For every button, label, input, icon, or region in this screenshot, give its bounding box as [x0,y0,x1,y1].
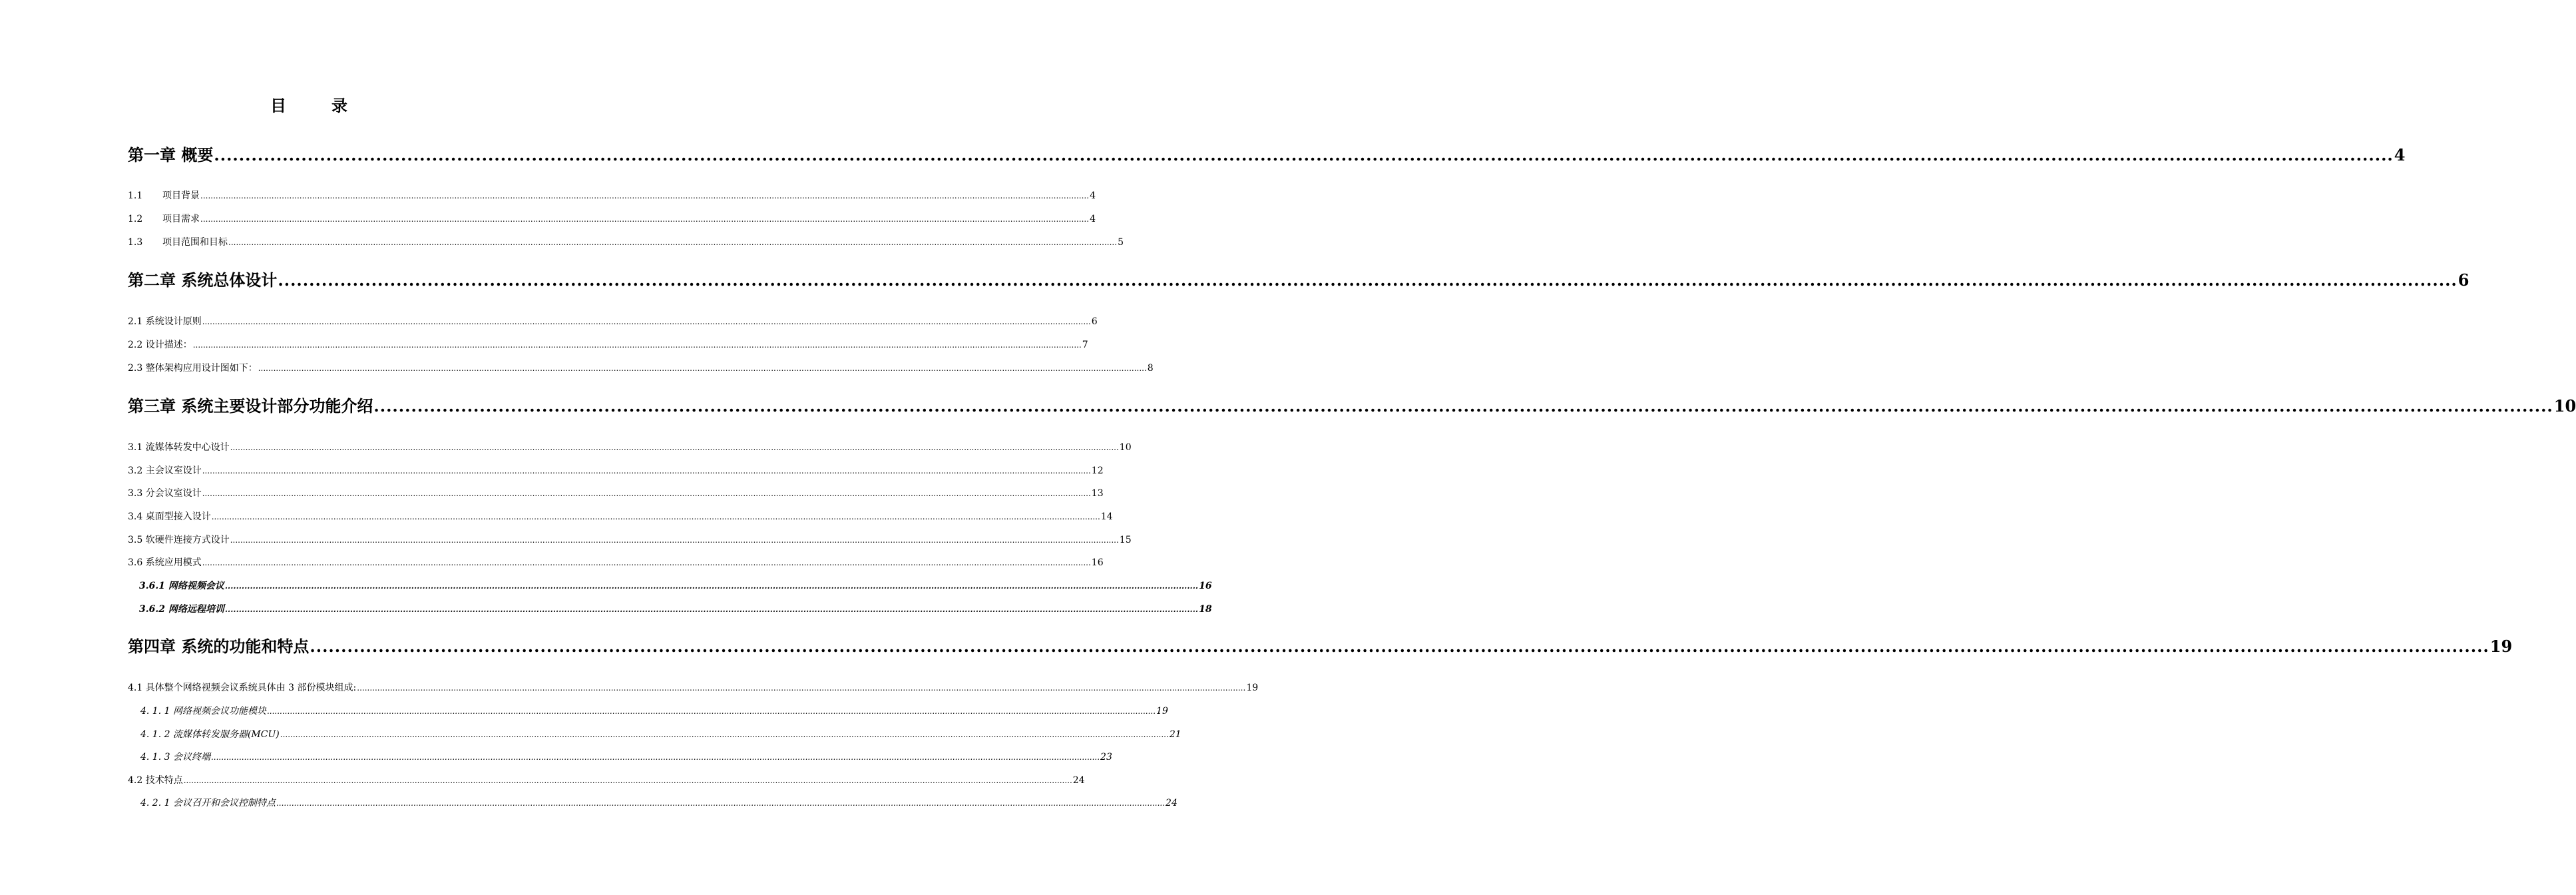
toc-label: 3.5 软硬件连接方式设计 [128,535,230,545]
toc-entry-3-6-2[interactable] [139,603,1212,616]
toc-leader: .............................................................................................................................................................................................................................................................................................................................................................. [210,752,1100,762]
toc-leader: .............................................................................................................................................................................................................................................................................................................................................................. [230,535,1119,545]
toc-page-number: 4 [1090,190,1096,201]
toc-page-number: 10 [1119,442,1132,453]
toc-page-number: 16 [1091,557,1104,568]
toc-label: 2.1 系统设计原则 [128,316,202,327]
toc-label: 4. 2. 1 会议召开和会议控制特点 [140,798,276,808]
toc-page-number: 7 [1082,340,1088,350]
toc-entry-3-6[interactable] [128,556,1104,569]
toc-entry-3-1[interactable] [128,441,1132,454]
toc-page-number: 10 [2553,396,2576,416]
toc-label: 项目背景 [162,190,200,201]
toc-label: 4. 1. 3 会议终端 [140,752,210,762]
toc-label: 第三章 系统主要设计部分功能介绍 [128,396,373,416]
toc-entry-4-2[interactable] [128,774,1085,787]
toc-label: 3.4 桌面型接入设计 [128,511,211,522]
toc-label: 3.1 流媒体转发中心设计 [128,442,230,453]
toc-page-number: 23 [1100,752,1112,762]
toc-label: 第一章 概要 [128,145,214,164]
toc-leader: .............................................................................................................................................................................................................................................................................................................................................................. [200,214,1090,224]
toc-entry-3-5[interactable] [128,533,1132,547]
toc-page-number: 19 [1156,706,1168,717]
toc-leader: .............................................................................................................................................................................................................................................................................................................................................................. [202,558,1091,567]
toc-page-number: 5 [1118,237,1124,248]
toc-section-number: 1.1 [128,190,143,201]
toc-entry-4-1[interactable] [128,681,1259,695]
toc-title: 目 录 [270,96,362,115]
toc-leader: .............................................................................................................................................................................................................................................................................................................................................................. [258,364,1147,373]
toc-chapter-2[interactable] [128,270,2469,291]
toc-leader: .............................................................................................................................................................................................................................................................................................................................................................. [211,512,1100,521]
toc-leader: .............................................................................................................................................................................................................................................................................................................................................................. [202,317,1091,326]
toc-leader: .............................................................................................................................................................................................................................................................................................................................................................. [183,776,1072,785]
toc-leader: .............................................................................................................................................................................................................................................................................................................................................................. [357,683,1246,693]
toc-page-number: 16 [1199,581,1212,591]
toc-leader: .............................................................................................................................................................................................................................................................................................................................................................. [228,238,1118,247]
toc-entry-1-2[interactable] [128,212,1096,226]
toc-label: 第四章 系统的功能和特点 [128,637,310,656]
toc-entry-1-1[interactable] [128,189,1096,202]
toc-page-number: 15 [1119,535,1132,545]
toc-leader: .............................................................................................................................................................................................................................................................................................................................................................. [202,489,1091,498]
toc-label: 项目需求 [162,214,200,224]
toc-entry-2-2[interactable] [128,338,1088,352]
toc-entry-4-1-2[interactable] [140,728,1181,741]
toc-entry-3-3[interactable] [128,487,1104,500]
toc-section-number: 1.2 [128,214,143,224]
toc-page-number: 24 [1072,775,1085,786]
toc-entry-4-1-1[interactable] [140,705,1168,718]
toc-page-number: 12 [1091,465,1104,476]
toc-label: 4.1 具体整个网络视频会议系统具体由 3 部份模块组成: [128,683,357,693]
toc-page-number: 19 [1246,683,1259,693]
toc-chapter-1[interactable] [128,145,2406,166]
toc-leader: .............................................................................................................................................................................................................................................................................................................................................................. [224,605,1199,614]
toc-page-number: 8 [1147,363,1154,374]
toc-leader: .............................................................................................................................................................................................................................................................................................................................................................. [266,707,1156,716]
toc-page-number: 14 [1100,511,1113,522]
toc-leader: .............................................................................................................................................................................................................................................................................................................................................................. [278,270,2458,290]
toc-leader: .............................................................................................................................................................................................................................................................................................................................................................. [310,637,2489,656]
toc-entry-1-3[interactable] [128,236,1124,249]
toc-leader: .............................................................................................................................................................................................................................................................................................................................................................. [224,581,1199,591]
toc-label: 3.2 主会议室设计 [128,465,202,476]
toc-label: 3.6.1 网络视频会议 [139,581,224,591]
toc-entry-4-1-3[interactable] [140,750,1112,764]
toc-label: 2.3 整体架构应用设计图如下： [128,363,258,374]
toc-label: 2.2 设计描述： [128,340,192,350]
toc-leader: .............................................................................................................................................................................................................................................................................................................................................................. [214,145,2394,164]
toc-leader: .............................................................................................................................................................................................................................................................................................................................................................. [192,340,1082,350]
toc-leader: .............................................................................................................................................................................................................................................................................................................................................................. [280,730,1169,739]
toc-leader: .............................................................................................................................................................................................................................................................................................................................................................. [230,443,1119,452]
toc-page-number: 18 [1199,604,1212,615]
toc-label: 4. 1. 2 流媒体转发服务器(MCU) [140,729,280,740]
toc-page-number: 6 [2458,270,2469,290]
toc-label: 3.6.2 网络远程培训 [139,604,224,615]
toc-entry-3-4[interactable] [128,510,1113,523]
toc-entry-4-2-1[interactable] [140,796,1178,810]
toc-label: 3.3 分会议室设计 [128,488,202,499]
toc-label: 4. 1. 1 网络视频会议功能模块 [140,706,266,717]
toc-leader: .............................................................................................................................................................................................................................................................................................................................................................. [276,798,1166,808]
toc-page-number: 21 [1169,729,1181,740]
toc-page-number: 4 [1090,214,1096,224]
toc-entry-3-2[interactable] [128,464,1104,477]
toc-leader: .............................................................................................................................................................................................................................................................................................................................................................. [202,466,1091,475]
toc-leader: .............................................................................................................................................................................................................................................................................................................................................................. [200,191,1090,200]
toc-leader: .............................................................................................................................................................................................................................................................................................................................................................. [373,396,2553,416]
toc-entry-2-1[interactable] [128,315,1098,328]
toc-label: 项目范围和目标 [162,237,228,248]
toc-entry-3-6-1[interactable] [139,579,1212,593]
toc-entry-2-3[interactable] [128,362,1154,375]
toc-page-number: 19 [2489,637,2513,656]
toc-chapter-3[interactable] [128,396,2576,417]
toc-section-number: 1.3 [128,237,143,248]
toc-page-number: 6 [1091,316,1098,327]
toc-page-number: 4 [2394,145,2406,164]
toc-list [128,0,2576,895]
toc-chapter-4[interactable] [128,636,2513,657]
toc-label: 第二章 系统总体设计 [128,270,278,290]
toc-page-number: 13 [1091,488,1104,499]
toc-label: 3.6 系统应用模式 [128,557,202,568]
toc-label: 4.2 技术特点 [128,775,183,786]
toc-page-number: 24 [1166,798,1178,808]
